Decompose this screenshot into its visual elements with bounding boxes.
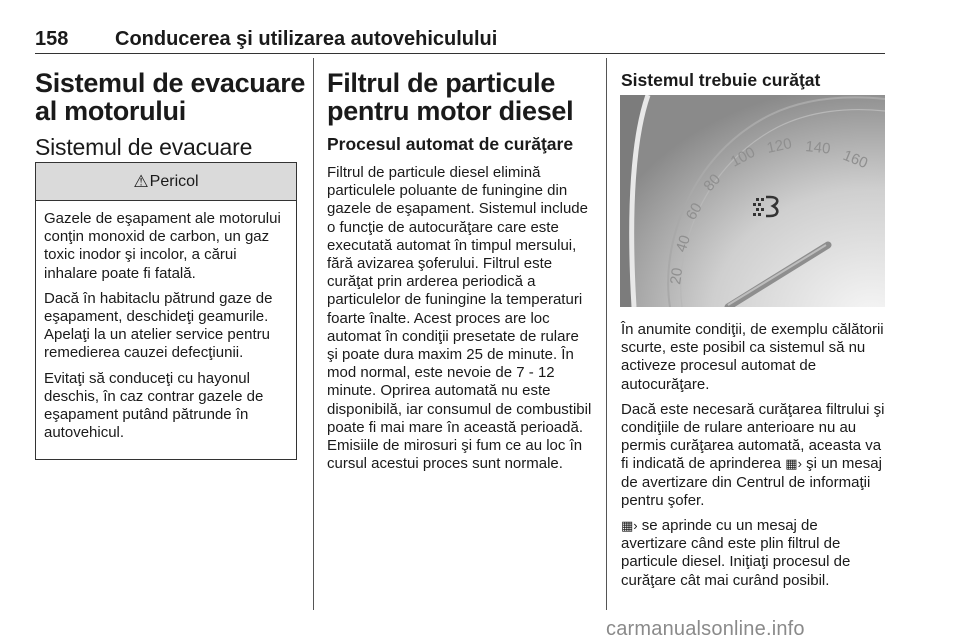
gauge-tick-label: 160 — [840, 146, 871, 173]
cleaning-paragraph-2: Dacă este necesară curăţarea filtrului şi condiţiile de rulare anterioare nu au permis curăţarea automată, aceasta va fi indicată de aprinderea ▦› şi un mesaj de avertizare din Centrul de informaţii pentru şofer. — [621, 400, 885, 509]
page-number: 158 — [35, 28, 69, 50]
gauge-tick-label: 100 — [727, 143, 758, 171]
gauge-tick-label: 80 — [700, 170, 725, 195]
gauge-tick-label: 20 — [667, 266, 687, 286]
gauge-tick-label: 40 — [672, 233, 694, 255]
column-3-body — [621, 321, 887, 590]
warning-label: Pericol — [149, 172, 199, 190]
warning-body — [36, 201, 296, 442]
gauge-tick-label: 60 — [682, 200, 706, 223]
subsection-heading-exhaust: Sistemul de evacuare — [35, 134, 253, 160]
header-rule — [35, 53, 885, 54]
cleaning-paragraph-3: ▦› se aprinde cu un mesaj de avertizare când este plin filtrul de particule diesel. Iniţiaţi procesul de curăţare cât mai curând posibil. — [621, 517, 851, 589]
gauge-tick-label: 120 — [765, 135, 794, 157]
column-2 — [327, 69, 593, 473]
warning-paragraph: Evitaţi să conduceţi cu hayonul deschis, în caz contrar gazele de eşapament putând pătrunde în autovehicul. — [44, 369, 264, 442]
subsection-heading-cleaning-needed: Sistemul trebuie curăţat — [621, 70, 821, 90]
subsection-heading-auto-clean: Procesul automat de curăţare — [327, 134, 574, 154]
diesel-particle-filter-icon: ▦› — [621, 518, 638, 534]
footer-watermark: carmanualsonline.info — [606, 618, 805, 640]
dpf-body-text: Filtrul de particule diesel elimină particulele poluante de funingine din gazele de eşapament. Sistemul include o funcţie de autocurăţare care este executată automat în timpul mersului, fără avizarea şoferului. Filtrul este curăţat prin arderea periodică a particulelor de funingine la temperaturi foarte înalte. Acest proces are loc automat în condiţii presetate de rulare şi poate dura maxim 25 de minute. În mod normal, este nevoie de 7 - 12 minute. Oprirea automată nu este disponibilă, iar consumul de combustibil poate fi mai mare în această perioadă. Emisiile de mirosuri şi fum ce au loc în cursul acestui proces sunt normale. — [327, 164, 592, 473]
diesel-particle-filter-icon: ▦› — [785, 456, 802, 472]
warning-triangle-icon: ⚠ — [133, 171, 149, 191]
danger-warning-box — [35, 162, 297, 460]
warning-paragraph: Gazele de eşapament ale motorului conţin monoxid de carbon, un gaz toxic inodor şi incolor, a cărui inhalare poate fi fatală. — [44, 210, 281, 282]
column-divider-2 — [606, 58, 607, 610]
section-heading-exhaust: Sistemul de evacuare al motorului — [35, 68, 306, 126]
warning-header — [36, 163, 296, 201]
section-heading-dpf: Filtrul de particule pentru motor diesel — [327, 68, 574, 126]
column-1-header — [35, 69, 307, 160]
gauge-tick-label: 140 — [804, 138, 832, 158]
speedometer-illustration — [620, 95, 885, 307]
column-divider-1 — [313, 58, 314, 610]
cleaning-paragraph-1: În anumite condiţii, de exemplu călătorii scurte, este posibil ca sistemul să nu activeze procesul automat de autocurăţare. — [621, 321, 884, 393]
column-3-header — [621, 69, 885, 91]
warning-paragraph: Dacă în habitaclu pătrund gaze de eşapament, deschideţi geamurile. Apelaţi la un atelier service pentru remedierea cauzei defecţiunii. — [44, 289, 273, 362]
running-header-title: Conducerea şi utilizarea autovehiculului — [115, 28, 498, 50]
